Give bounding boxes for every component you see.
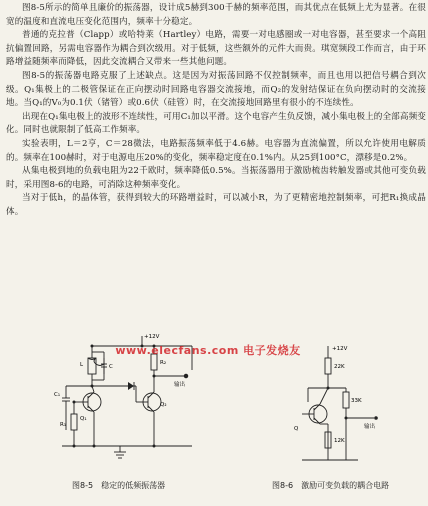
fig1-q2-label: Q₂ <box>160 402 167 408</box>
fig2-r-a-label: 22K <box>334 364 345 370</box>
paragraph-4: 出现在Q₁集电极上的波形不连续性，可用C₁加以平滑。这个电容产生负反馈，减小集电极上的全部高频变化。同时也就限制了低高工作频率。 <box>6 111 426 136</box>
paragraph-6: 从集电极到地的负载电阻为22千欧时，频率降低0.5%。当振荡器用于激励梳齿转触发器或其他可变负载时，采用图8-6的电路，可消除这种频率变化。 <box>6 166 426 190</box>
watermark: www.elecfans.com 电子发烧友 <box>115 344 301 357</box>
figure-8-5-caption: 图8-5 稳定的低频振荡器 <box>72 481 166 490</box>
body-text <box>6 2 426 220</box>
fig2-r-c-label: 12K <box>334 438 345 444</box>
fig2-output-label: 输出 <box>364 424 376 430</box>
fig2-q-label: Q <box>294 426 299 432</box>
paragraph-7: 当对于低h，的晶体管，获得到较大的环路增益时，可以减小R，为了更精密地控制频率，可把R₁换成晶体。 <box>6 193 426 217</box>
fig1-l-label: L <box>80 362 84 368</box>
figure-8-6-schematic <box>288 340 398 470</box>
paragraph-2: 普通的克拉普（Clapp）或哈特莱（Hartley）电路，需要一对电感圈或一对电容器，甚至要求一个高阻抗偏置回路，另需电容器作为耦合到次级用。对于低频，这些额外的元件大而贵。琪宽频段工作而言，由于环路增益随频率而降低，因此交流耦合又带来一些其他问题。 <box>6 30 426 68</box>
paragraph-3: 图8-5的振荡器电路克服了上述缺点。这是因为对振荡回路不仅控制频率，而且也用以把信号耦合到次级。Q₁集极上的二极管保证在正向摆动时回路电容器交流接地，而Q₂的发射结保证在负向摆动时的交流接地。当Q₁的V₀为0.1伏（锗管）或0.6伏（硅管）时，在交流接地回路里有很小的不连续性。 <box>6 70 426 109</box>
fig1-vcc-label: +12V <box>144 334 160 340</box>
fig1-c1-label: C₁ <box>54 392 61 398</box>
fig2-vcc-label: +12V <box>332 346 348 352</box>
fig2-r-b-label: 33K <box>351 398 362 404</box>
fig1-r1-label: R₁ <box>60 422 67 428</box>
fig1-c-label: C <box>109 364 113 370</box>
fig1-r2-label: R₂ <box>160 360 167 366</box>
fig1-q1-label: Q₁ <box>80 416 87 422</box>
paragraph-1: 图8-5所示的简单且廉价的振荡器，设计成5赫到300千赫的频率范围，而其优点在低频上尤为显著。在很宽的温度和直流电压变化范围内，频率十分稳定。 <box>6 3 426 27</box>
figure-8-6-caption: 图8-6 激励可变负载的耦合电路 <box>272 481 390 490</box>
paragraph-5: 实验表明，L＝2亨，C＝28微法，电路振荡频率低于4.6赫。电容器为直流偏置，所以允许使用电解质的。频率在100赫时，对于电源电压20%的变化，频率稳定度在0.1%内。从25到100°C，漂移是0.2%。 <box>6 138 426 163</box>
fig1-output-label: 输出 <box>174 382 186 388</box>
coupling-circuit-svg <box>288 340 398 470</box>
